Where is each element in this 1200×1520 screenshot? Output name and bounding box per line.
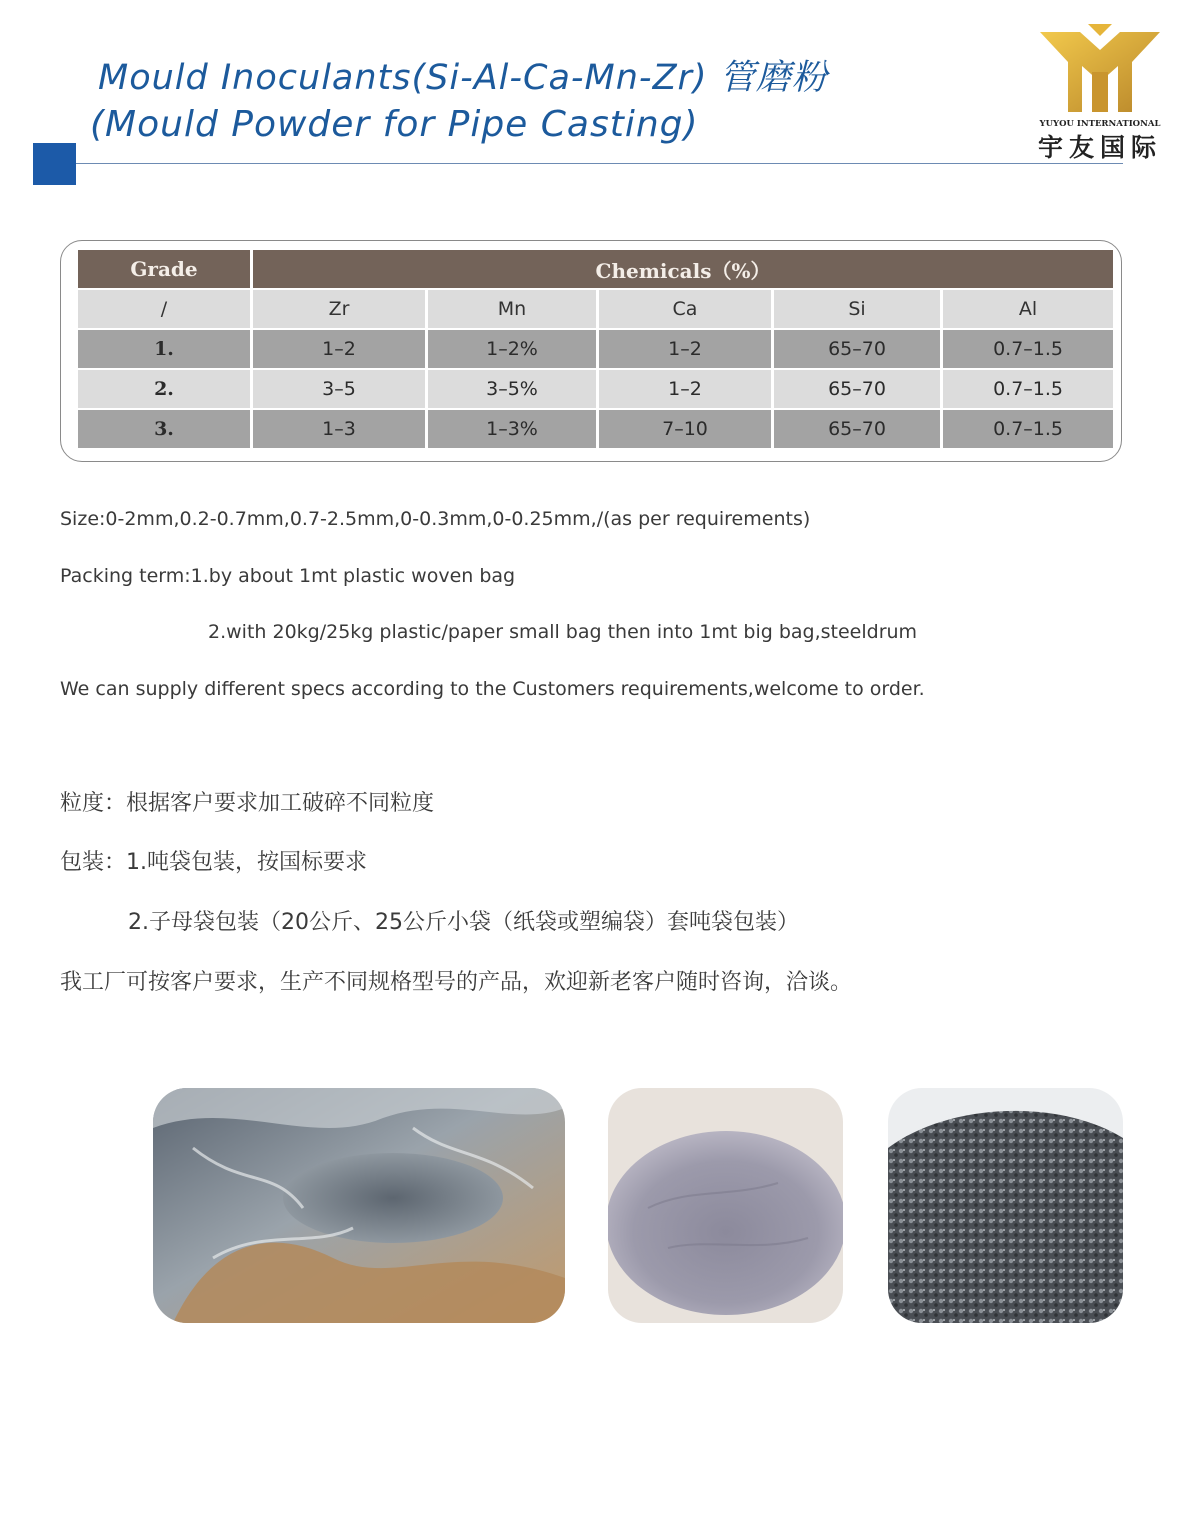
table-subheader-row [78,290,1113,328]
table-cell: 3. [78,410,250,448]
table-cell: 65–70 [774,330,940,368]
packing-term-1: Packing term:1.by about 1mt plastic woven bag [60,565,516,587]
cn-supply-text: 我工厂可按客户要求，生产不同规格型号的产品，欢迎新老客户随时咨询，洽谈。 [60,970,853,995]
size-text: Size:0-2mm,0.2-0.7mm,0.7-2.5mm,0-0.3mm,0-0.25mm,/(as per requirements) [60,508,811,530]
supply-text: We can supply different specs according to the Customers requirements,welcome to order. [60,678,925,700]
table-cell: 1–2 [599,370,771,408]
table-cell: 1. [78,330,250,368]
accent-square [33,143,76,185]
table-cell: Ca [599,290,771,328]
table-cell: 3–5% [428,370,596,408]
chemical-spec-table [75,248,1116,450]
table-cell: 65–70 [774,370,940,408]
logo-english-name: YUYOU INTERNATIONAL [1039,119,1161,129]
bag-photo-illustration [153,1088,565,1323]
table-cell: Al [943,290,1113,328]
table-cell: / [78,290,250,328]
granules-photo-illustration [888,1088,1123,1323]
table-row [78,410,1113,448]
table-cell: 0.7–1.5 [943,370,1113,408]
table-cell: 65–70 [774,410,940,448]
table-cell: 7–10 [599,410,771,448]
table-cell: Si [774,290,940,328]
company-logo [1030,22,1170,162]
bag-of-granules-photo [153,1088,565,1323]
cn-size-text: 粒度：根据客户要求加工破碎不同粒度 [60,791,435,816]
table-cell: Zr [253,290,425,328]
table-cell: 1–3% [428,410,596,448]
table-cell: 3–5 [253,370,425,408]
table-row [78,370,1113,408]
fine-powder-photo [608,1088,843,1323]
cn-packing-1: 包装：1.吨袋包装，按国标要求 [60,850,367,875]
table-cell: 2. [78,370,250,408]
powder-photo-illustration [608,1088,843,1323]
title-line-1: Mould Inoculants(Si-Al-Ca-Mn-Zr) 管磨粉 [98,58,828,98]
grade-header: Grade [78,250,250,288]
header-rule [76,163,1123,164]
table-row [78,330,1113,368]
table-cell: 1–2% [428,330,596,368]
title-line-2: (Mould Powder for Pipe Casting) [90,104,699,145]
table-cell: 1–3 [253,410,425,448]
logo-chinese-name: 宇友国际 [1037,133,1162,162]
packing-term-2: 2.with 20kg/25kg plastic/paper small bag then into 1mt big bag,steeldrum [208,621,918,643]
chemicals-header: Chemicals（%） [253,250,1113,288]
table-cell: 1–2 [253,330,425,368]
coarse-granules-photo [888,1088,1123,1323]
cn-packing-2: 2.子母袋包装（20公斤、25公斤小袋（纸袋或塑编袋）套吨袋包装） [128,910,799,935]
logo-mark-icon [1040,22,1160,117]
table-cell: 0.7–1.5 [943,410,1113,448]
table-cell: Mn [428,290,596,328]
table-cell: 1–2 [599,330,771,368]
table-cell: 0.7–1.5 [943,330,1113,368]
